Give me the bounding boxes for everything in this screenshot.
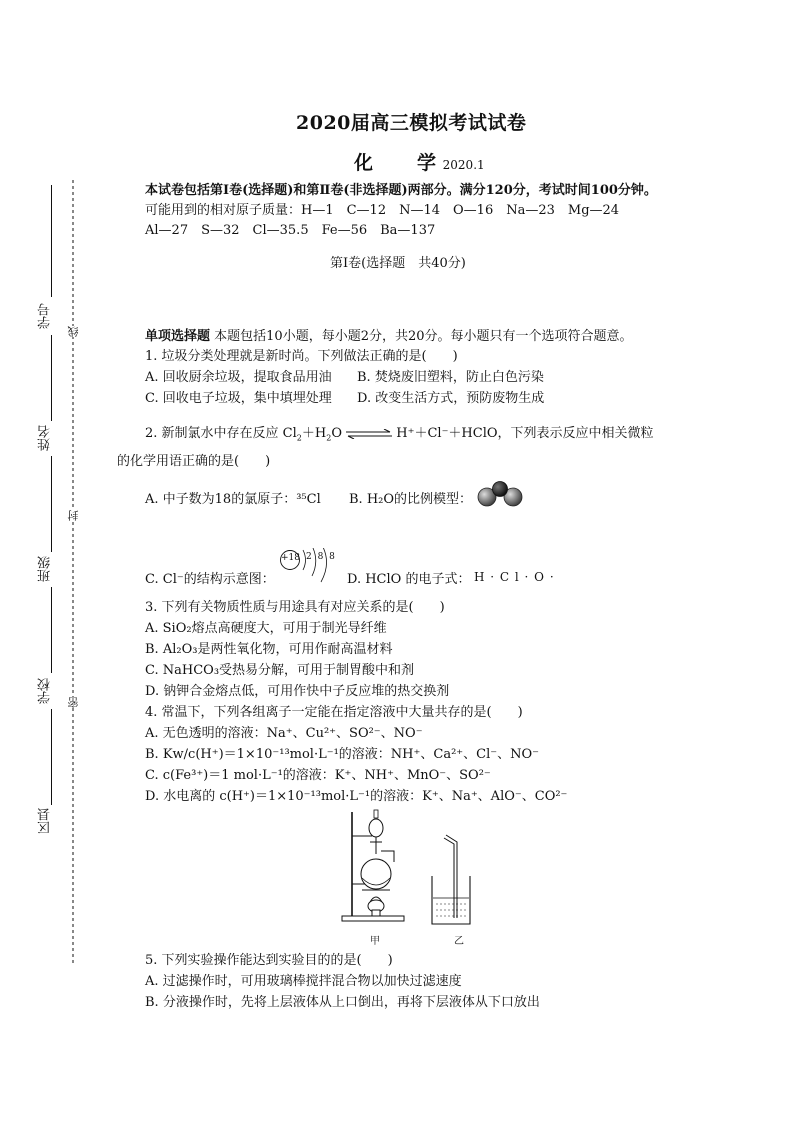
margin-underline [51,456,52,552]
apparatus-figure [336,806,496,942]
section-intro [145,327,633,347]
q5-option-b: B. 分液操作时，先将上层液体从上口倒出，再将下层液体从下口放出 [145,995,540,1010]
water-space-filling-model-icon [476,480,524,508]
subject-char-1: 化 [354,152,374,174]
section-desc: 本题包括10小题，每小题2分，共20分。每小题只有一个选项符合题意。 [214,329,633,344]
q3-option-a: A. SiO₂熔点高硬度大，可用于制光导纤维 [145,621,387,636]
figure-label-jia: 甲 [370,936,380,947]
q4-option-b: B. Kw/c(H⁺)＝1×10⁻¹³mol·L⁻¹的溶液：NH⁺、Ca²⁺、Cl⁻、NO⁻ [145,747,540,762]
q5-option-a: A. 过滤操作时，可用玻璃棒搅拌混合物以加快过滤速度 [145,974,462,989]
q2-stem: 2. 新制氯水中存在反应 $Cl_2+H_2O$ H⁺＋Cl⁻＋HClO，下列表示反应中相关微粒 [145,426,654,443]
q2-option-d: D. HClO 的电子式： [347,572,471,587]
q3-stem: 3. 下列有关物质性质与用途具有对应关系的是( ) [145,600,445,615]
equilibrium-arrow-icon [346,429,392,439]
seal-mark-seal: 封 [67,510,80,521]
q2-option-c: C. Cl⁻的结构示意图： [145,572,275,587]
nucleus-charge: +18 [281,553,300,563]
subject-title [354,148,485,175]
q3-option-c: C. NaHCO₃受热易分解，可用于制胃酸中和剂 [145,663,415,678]
margin-label-district: 区县 [38,808,53,834]
margin-underline [51,185,52,297]
margin-underline [51,335,52,421]
q4-option-c: C. c(Fe³⁺)＝1 mol·L⁻¹的溶液：K⁺、NH⁺、MnO⁻、SO²⁻ [145,768,491,783]
hclo-electron-formula: H · C l · O · [474,570,555,584]
margin-underline [51,709,52,805]
subject-char-2: 学 [417,152,437,174]
intro-line-3: Al—27 S—32 Cl—35.5 Fe—56 Ba—137 [145,223,436,238]
q3-option-d: D. 钠钾合金熔点低，可用作快中子反应堆的热交换剂 [145,684,450,699]
section-label: 单项选择题 [145,329,211,344]
q2-option-a-text: A. 中子数为18的氯原子： [145,492,297,507]
q2-stem-post: H⁺＋Cl⁻＋HClO，下列表示反应中相关微粒 [396,426,654,441]
margin-underline [51,587,52,673]
figure-label-yi: 乙 [454,936,464,947]
q2-option-a-symbol: ³⁵Cl [296,492,321,507]
q2-stem-line2: 的化学用语正确的是( ) [117,454,271,469]
q4-option-a: A. 无色透明的溶液：Na⁺、Cu²⁺、SO²⁻、NO⁻ [145,726,423,741]
q4-stem: 4. 常温下，下列各组离子一定能在指定溶液中大量共存的是( ) [145,705,523,720]
margin-label-name: 姓名 [38,425,53,451]
exam-date: 2020.1 [442,158,485,172]
q2-option-b: B. H₂O的比例模型： [349,492,473,507]
seal-mark-secret: 密 [67,697,80,708]
margin-label-class: 班级 [38,556,53,582]
apparatus-yi [432,835,470,924]
q2-stem-pre: 2. 新制氯水中存在反应 Cl [145,426,297,441]
part-heading: 第Ⅰ卷(选择题 共40分) [330,256,466,271]
q1-stem: 1. 垃圾分类处理就是新时尚。下列做法正确的是( ) [145,349,458,364]
q5-stem: 5. 下列实验操作能达到实验目的的是( ) [145,953,393,968]
seal-mark-line: 线 [67,326,80,337]
intro-line-1: 本试卷包括第Ⅰ卷(选择题)和第Ⅱ卷(非选择题)两部分。满分120分，考试时间100分钟。 [145,183,657,198]
q2-option-a [145,490,321,510]
q1-option-d: D. 改变生活方式，预防废物生成 [357,391,545,406]
q2-stem-o: O [331,426,342,441]
q4-option-d: D. 水电离的 c(H⁺)＝1×10⁻¹³mol·L⁻¹的溶液：K⁺、Na⁺、AlO⁻、CO²⁻ [145,789,568,804]
margin-label-student-id: 学号 [38,303,53,329]
q1-option-c: C. 回收电子垃圾，集中填埋处理 [145,391,332,406]
q2-stem-mid: ＋H [301,426,327,441]
electron-shells: 2 8 8 [306,552,335,562]
seal-dashed-line [70,180,76,965]
q1-option-a: A. 回收厨余垃圾，提取食品用油 [145,370,332,385]
margin-label-school: 学校 [38,678,53,704]
intro-line-2: 可能用到的相对原子质量：H—1 C—12 N—14 O—16 Na—23 Mg—24 [145,203,620,218]
page-title: 2020届高三模拟考试试卷 [296,112,527,134]
q1-option-b: B. 焚烧废旧塑料，防止白色污染 [357,370,544,385]
q3-option-b: B. Al₂O₃是两性氧化物，可用作耐高温材料 [145,642,393,657]
apparatus-jia [342,810,404,921]
